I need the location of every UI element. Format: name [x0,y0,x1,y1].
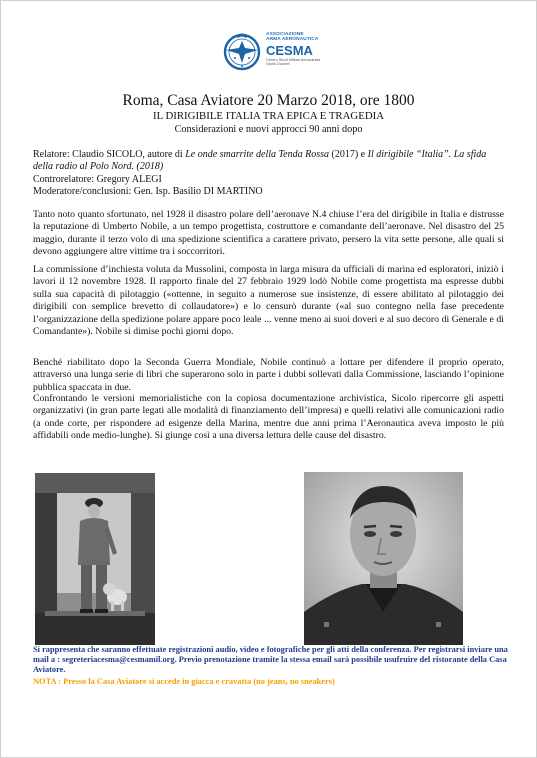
body-paragraph-1: Tanto noto quanto sfortunato, nel 1928 il disastro polare dell’aeronave N.4 chiuse l’era del dirigibile in Italia e distrusse la reputazione di Umberto Nobile, a un tempo progettista, costruttore e comandante dell’aeronave. Nel disastro del 25 maggio, durante il terzo volo di una spedizione scientifica a carattere privato, persero la vita sette persone, alle quali si devono aggiungere altre vittime tra i soccorritori. [33,209,504,258]
cesma-logo [222,30,322,92]
photo-nobile-portrait-image [304,472,463,645]
photo-nobile-portrait [304,472,463,645]
body-paragraph-3: Benché riabilitato dopo la Seconda Guerra Mondiale, Nobile continuò a lottare per difendere il proprio operato, attraverso una lunga serie di libri che superarono solo in parte i dubbi sollevati dalla Commissione, lasciando l’opinione pubblica spaccata in due. [33,357,504,393]
book-year-1: (2017) e [329,149,368,160]
body-paragraph-4: Confrontando le versioni memorialistiche con la copiosa documentazione archivistica, Sicolo ripercorre gli aspetti organizzativi (in gran parte legati alle modalità di finanziamento dell’impresa) e quelli relativi alle comunicazioni radio (a onde corte, per rispondere ad esigenze della Marina, mentre due anni prima l’Aeronautica aveva imposto le più affidabili onde medio-lunghe). Si giunge così a una diversa lettura delle cause del disastro. [33,393,504,442]
photo-nobile-with-dog [35,473,155,645]
relatore-prefix: Relatore: Claudio SICOLO, autore di [33,149,186,160]
controrelatore-line: Controrelatore: Gregory ALEGI [33,174,162,185]
event-title: Roma, Casa Aviatore 20 Marzo 2018, ore 1800 [122,92,415,109]
event-subtitle: IL DIRIGIBILE ITALIA TRA EPICA E TRAGEDIA [152,110,385,122]
moderatore-line: Moderatore/conclusioni: Gen. Isp. Basilio DI MARTINO [33,186,263,197]
event-subtitle-2: Considerazioni e nuovi approcci 90 anni dopo [174,124,363,135]
logo-association-line2: ARMA AERONAUTICA [266,37,319,43]
footer-info: Si rappresenta che saranno effettuate registrazioni audio, video e fotografiche per gli atti della conferenza. Per registrarsi inviare una mail a : segreteriacesma@cesmamil.org. Previo prenotazione tramite la stessa email sarà possibile usufruire del ristorante della Casa Aviatore. [33,645,508,674]
photo-nobile-with-dog-image [35,473,155,645]
footer-dress-code-note: NOTA : Presso la Casa Aviatore si accede in giacca e cravatta (no jeans, no sneakers) [33,677,335,686]
book-title-1: Le onde smarrite della Tenda Rossa [185,149,330,160]
logo-association-line1: ASSOCIAZIONE [266,32,304,37]
relatore-line [33,149,508,173]
logo-sub-line1: Centro Studi Militari Aeronautici [266,56,321,62]
body-paragraph-2: La commissione d’inchiesta voluta da Mussolini, composta in larga misura da ufficiali di marina ed esploratori, iniziò i lavori il 12 novembre 1928. Il rapporto finale del 27 febbraio 1929 lodò Nobile come progettista ma espresse dubbi sulla sua capacità di pilotaggio («ottenne, in seguito a numerose sue insistenze, di essere abilitato al pilotaggio dei dirigibili con semplice brevetto di collaudatore») e lo censurò durante («al suo contegno nella fase precedente l’organizzazione della spedizione polare appare poco leale ... venne meno ai suoi doveri e al suo decoro di Generale e di Comandante»). Nobile si dimise pochi giorni dopo. [33,264,504,338]
logo-sub-line2: Giulio Douhet [266,61,290,67]
book-title-2: Il dirigibile “Italia”. La sfida della radio al Polo Nord. (2018) [33,149,487,173]
logo-name: CESMA [266,42,313,58]
cesma-emblem-icon [222,30,262,76]
